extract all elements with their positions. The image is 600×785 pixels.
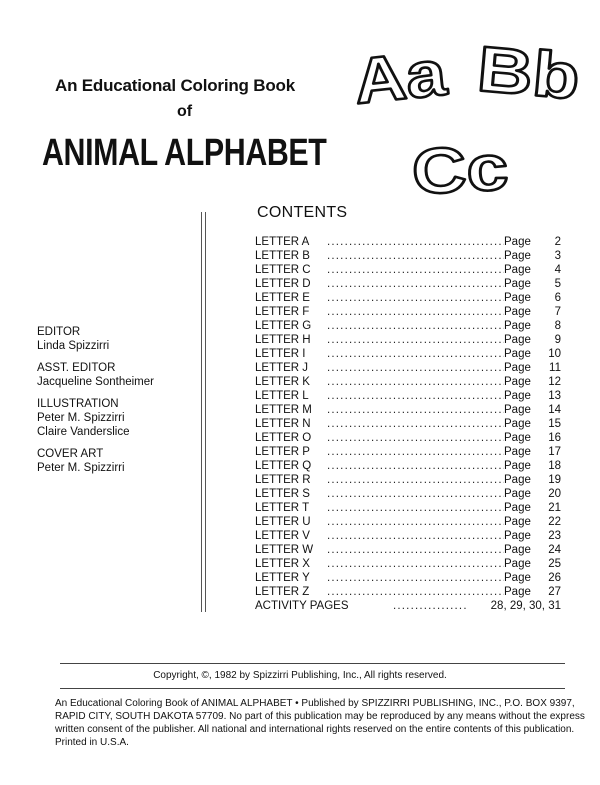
contents-row bbox=[255, 571, 561, 585]
credit-block bbox=[37, 397, 154, 439]
leader-dots bbox=[327, 543, 504, 557]
contents-row bbox=[255, 585, 561, 599]
page-number: 23 bbox=[548, 530, 561, 542]
leader-dots bbox=[327, 459, 504, 473]
contents-label: LETTER R bbox=[255, 474, 311, 486]
leader-dots bbox=[327, 473, 504, 487]
contents-label: LETTER Y bbox=[255, 572, 310, 584]
leader-dots bbox=[327, 235, 504, 249]
page-number: 19 bbox=[548, 474, 561, 486]
contents-label: LETTER H bbox=[255, 334, 311, 346]
leader-dots bbox=[327, 487, 504, 501]
leader-dots bbox=[327, 445, 504, 459]
contents-label: ACTIVITY PAGES bbox=[255, 600, 349, 612]
leader-dots bbox=[327, 515, 504, 529]
contents-row bbox=[255, 403, 561, 417]
contents-row bbox=[255, 445, 561, 459]
page-number: 27 bbox=[548, 586, 561, 598]
credit-name: Linda Spizzirri bbox=[37, 340, 110, 352]
page-word: Page bbox=[504, 446, 531, 458]
page-word: Page bbox=[504, 418, 531, 430]
leader-dots bbox=[327, 557, 504, 571]
letters-bb: Bb bbox=[474, 32, 566, 112]
contents-label: LETTER Z bbox=[255, 586, 310, 598]
page-number: 16 bbox=[548, 432, 561, 444]
credit-role: EDITOR bbox=[37, 326, 81, 338]
contents-row bbox=[255, 417, 561, 431]
page-word: Page bbox=[504, 250, 531, 262]
page-number: 26 bbox=[548, 572, 561, 584]
page-word: Page bbox=[504, 334, 531, 346]
contents-row bbox=[255, 389, 561, 403]
leader-dots bbox=[327, 571, 504, 585]
page-word: Page bbox=[504, 390, 531, 402]
contents-row bbox=[255, 319, 561, 333]
page-number: 5 bbox=[554, 278, 561, 290]
page-number: 25 bbox=[548, 558, 561, 570]
page-number: 8 bbox=[554, 320, 561, 332]
printed-in: Printed in U.S.A. bbox=[55, 737, 129, 748]
legal-text: An Educational Coloring Book of ANIMAL ALPHABET • Published by SPIZZIRRI PUBLISHING, INC., P.O. BOX 9397, RAPID CITY, SOUTH DAKOTA 57709. No part of this publication may be reproduced by any means without the express written consent of the publisher. All national and international rights reserved on the entire contents of this publication. bbox=[55, 698, 585, 735]
page-word: Page bbox=[504, 572, 531, 584]
page-number: 4 bbox=[554, 264, 561, 276]
contents-label: LETTER G bbox=[255, 320, 312, 332]
page-word: Page bbox=[504, 530, 531, 542]
page-word: Page bbox=[504, 432, 531, 444]
contents-row bbox=[255, 375, 561, 389]
page-number: 17 bbox=[548, 446, 561, 458]
page-number: 21 bbox=[548, 502, 561, 514]
page-number: 12 bbox=[548, 376, 561, 388]
leader-dots bbox=[327, 403, 504, 417]
contents-label: LETTER B bbox=[255, 250, 310, 262]
contents-row bbox=[255, 361, 561, 375]
activity-pages: 28, 29, 30, 31 bbox=[490, 600, 561, 612]
page-word: Page bbox=[504, 306, 531, 318]
page-number: 11 bbox=[549, 362, 561, 374]
contents-label: LETTER O bbox=[255, 432, 312, 444]
contents-row bbox=[255, 291, 561, 305]
leader-dots bbox=[327, 529, 504, 543]
contents-row bbox=[255, 543, 561, 557]
page-word: Page bbox=[504, 586, 531, 598]
contents-row bbox=[255, 431, 561, 445]
page-word: Page bbox=[504, 348, 531, 360]
leader-dots bbox=[327, 431, 504, 445]
contents-label: LETTER T bbox=[255, 502, 310, 514]
page-word: Page bbox=[504, 236, 531, 248]
credit-role: ILLUSTRATION bbox=[37, 398, 119, 410]
contents-row bbox=[255, 501, 561, 515]
book-subtitle: An Educational Coloring Book bbox=[55, 76, 295, 95]
contents-label: LETTER W bbox=[255, 544, 314, 556]
leader-dots bbox=[327, 375, 504, 389]
contents-label: LETTER E bbox=[255, 292, 310, 304]
contents-label: LETTER V bbox=[255, 530, 310, 542]
leader-dots bbox=[327, 319, 504, 333]
legal-notice bbox=[55, 697, 585, 749]
page-word: Page bbox=[504, 362, 531, 374]
page-word: Page bbox=[504, 278, 531, 290]
leader-dots bbox=[327, 417, 504, 431]
contents-label: LETTER Q bbox=[255, 460, 312, 472]
page-word: Page bbox=[504, 376, 531, 388]
copyright-notice: Copyright, ©, 1982 by Spizzirri Publishing, Inc., All rights reserved. bbox=[153, 670, 447, 681]
leader-dots bbox=[327, 249, 504, 263]
contents-row bbox=[255, 557, 561, 571]
footer-rule-bottom bbox=[60, 688, 565, 689]
contents-row bbox=[255, 459, 561, 473]
contents-label: LETTER F bbox=[255, 306, 310, 318]
credits-list bbox=[37, 325, 154, 475]
leader-dots bbox=[327, 501, 504, 515]
contents-label: LETTER J bbox=[255, 362, 309, 374]
page-number: 20 bbox=[548, 488, 561, 500]
contents-row bbox=[255, 515, 561, 529]
leader-dots bbox=[393, 599, 467, 613]
contents-row bbox=[255, 305, 561, 319]
contents-label: LETTER D bbox=[255, 278, 311, 290]
page-word: Page bbox=[504, 460, 531, 472]
contents-row bbox=[255, 529, 561, 543]
page-word: Page bbox=[504, 404, 531, 416]
leader-dots bbox=[327, 389, 504, 403]
contents-label: LETTER S bbox=[255, 488, 310, 500]
divider-line-left bbox=[201, 212, 202, 612]
contents-row bbox=[255, 277, 561, 291]
credit-role: COVER ART bbox=[37, 448, 104, 460]
page-word: Page bbox=[504, 264, 531, 276]
contents-label: LETTER I bbox=[255, 348, 306, 360]
page-number: 18 bbox=[548, 460, 561, 472]
leader-dots bbox=[327, 291, 504, 305]
page-word: Page bbox=[504, 488, 531, 500]
contents-row bbox=[255, 249, 561, 263]
leader-dots bbox=[327, 305, 504, 319]
contents-label: LETTER C bbox=[255, 264, 311, 276]
contents-label: LETTER U bbox=[255, 516, 311, 528]
page-word: Page bbox=[504, 320, 531, 332]
credit-block bbox=[37, 325, 154, 353]
page-word: Page bbox=[504, 502, 531, 514]
credit-block bbox=[37, 447, 154, 475]
credit-name: Peter M. Spizzirri bbox=[37, 462, 125, 474]
leader-dots bbox=[327, 361, 504, 375]
leader-dots bbox=[327, 347, 504, 361]
contents-label: LETTER K bbox=[255, 376, 310, 388]
credit-name: Jacqueline Sontheimer bbox=[37, 376, 154, 388]
credit-name: Peter M. Spizzirri bbox=[37, 412, 125, 424]
page-number: 22 bbox=[548, 516, 561, 528]
page-number: 24 bbox=[548, 544, 561, 556]
contents-heading: CONTENTS bbox=[257, 204, 348, 221]
page-number: 3 bbox=[554, 250, 561, 262]
page-number: 2 bbox=[554, 236, 561, 248]
page-word: Page bbox=[504, 544, 531, 556]
contents-row bbox=[255, 333, 561, 347]
contents-label: LETTER N bbox=[255, 418, 311, 430]
contents-row bbox=[255, 347, 561, 361]
leader-dots bbox=[327, 277, 504, 291]
contents-row bbox=[255, 473, 561, 487]
decorative-alphabet-letters bbox=[350, 28, 590, 213]
contents-list bbox=[255, 235, 561, 613]
contents-label: LETTER X bbox=[255, 558, 310, 570]
page-word: Page bbox=[504, 474, 531, 486]
contents-row bbox=[255, 487, 561, 501]
page-number: 15 bbox=[548, 418, 561, 430]
leader-dots bbox=[327, 333, 504, 347]
contents-row bbox=[255, 235, 561, 249]
page-word: Page bbox=[504, 292, 531, 304]
page-number: 10 bbox=[548, 348, 561, 360]
credit-block bbox=[37, 361, 154, 389]
footer-rule-top bbox=[60, 663, 565, 664]
leader-dots bbox=[327, 263, 504, 277]
contents-row-activity bbox=[255, 599, 561, 613]
book-subtitle-of: of bbox=[177, 103, 193, 120]
credit-role: ASST. EDITOR bbox=[37, 362, 116, 374]
letters-aa: Aa bbox=[350, 37, 440, 118]
letters-cc: Cc bbox=[410, 131, 496, 208]
page-number: 7 bbox=[554, 306, 561, 318]
page-number: 9 bbox=[554, 334, 561, 346]
page-number: 14 bbox=[548, 404, 561, 416]
contents-label: LETTER M bbox=[255, 404, 312, 416]
contents-label: LETTER L bbox=[255, 390, 309, 402]
credit-name: Claire Vanderslice bbox=[37, 426, 130, 438]
divider-line-right bbox=[205, 212, 206, 612]
contents-row bbox=[255, 263, 561, 277]
page-word: Page bbox=[504, 558, 531, 570]
page-number: 13 bbox=[548, 390, 561, 402]
contents-label: LETTER A bbox=[255, 236, 310, 248]
book-title: ANIMAL ALPHABET bbox=[42, 132, 327, 174]
contents-label: LETTER P bbox=[255, 446, 310, 458]
page-number: 6 bbox=[554, 292, 561, 304]
leader-dots bbox=[327, 585, 504, 599]
page-word: Page bbox=[504, 516, 531, 528]
